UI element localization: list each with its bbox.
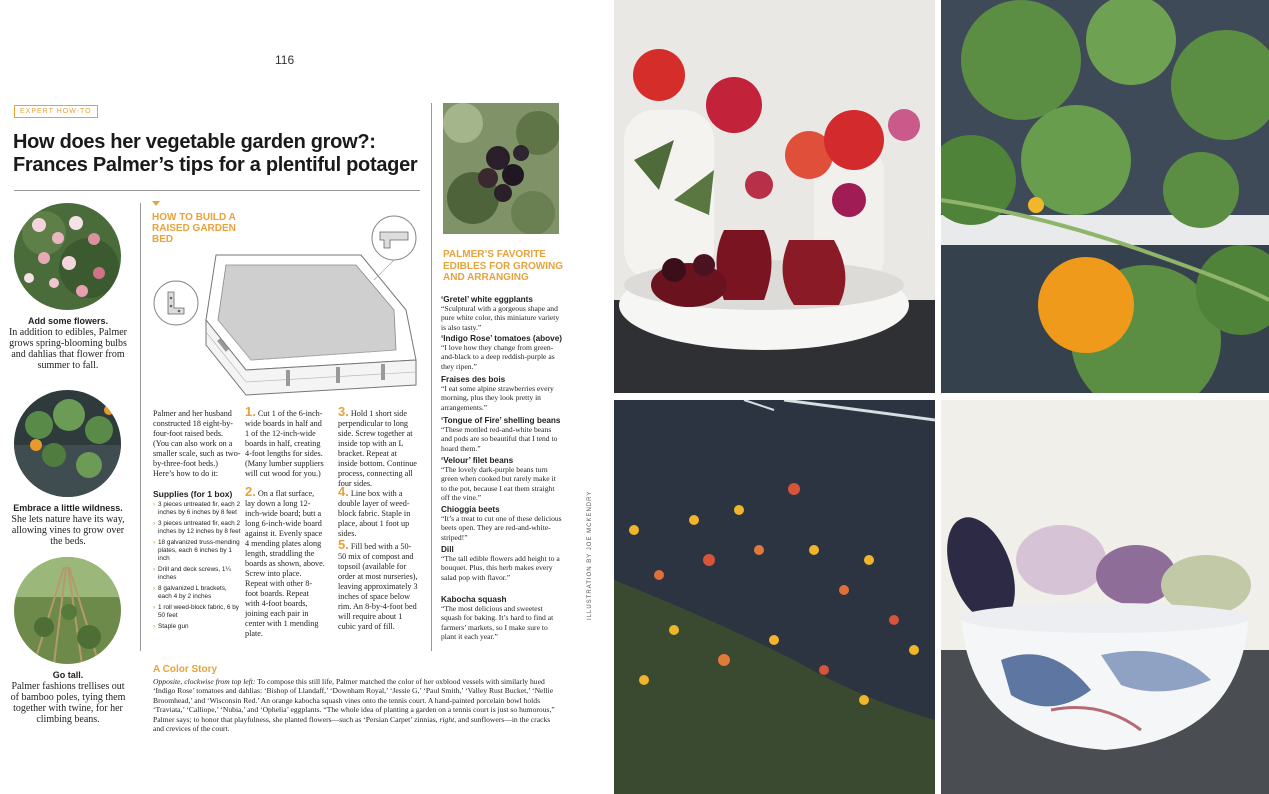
edible-name: ‘Indigo Rose’ tomatoes (above)	[441, 334, 563, 343]
edible-name: Fraises des bois	[441, 375, 506, 384]
step-number: 3.	[338, 404, 349, 419]
step-5	[338, 537, 418, 632]
edible-desc: “The most delicious and sweetest squash for baking. It’s hard to find at farmers’ markets, so I make sure to plant it each year.”	[441, 604, 554, 641]
step-number: 5.	[338, 537, 349, 552]
favorites-title: PALMER’S FAVORITE EDIBLES FOR GROWING AND ARRANGING	[443, 249, 563, 283]
edible-name: ‘Gretel’ white eggplants	[441, 295, 533, 304]
edible-item	[441, 375, 563, 412]
caption-title: Embrace a little wildness.	[13, 503, 123, 513]
supply-item: › Staple gun	[153, 623, 241, 631]
supply-item: › 18 galvanized truss-mending plates, each 6 inches by 1 inch	[153, 539, 241, 563]
edible-item	[441, 545, 563, 582]
wildness-caption	[8, 503, 128, 547]
raised-bed-illustration	[146, 210, 421, 400]
step-number: 1.	[245, 404, 256, 419]
flowers-photo	[14, 203, 121, 310]
edible-item	[441, 334, 563, 371]
edible-name: Dill	[441, 545, 454, 554]
caption-title: Go tall.	[52, 670, 84, 680]
left-page	[0, 0, 608, 794]
step-text: Line box with a double layer of weed-block fabric. Staple in place, about 1 foot up sides.	[338, 489, 411, 538]
edible-desc: “I eat some alpine strawberries every morning, plus they look pretty in arrangements.”	[441, 384, 554, 412]
caption-text: She lets nature have its way, allowing vines to grow over the beds.	[11, 514, 125, 547]
color-story-body: To compose this still life, Palmer matched the color of her oxblood vessels with similarly hued ‘Indigo Rose’ tomatoes and dahlias: ‘Bishop of Llandaff,’ ‘Downham Royal,’ ‘Jessie G,’ ‘Paul Smith,’ ‘Valley Rust Bucket,’ ‘Nellie Broomhead,’ and ‘Wisconsin Red.’ An orange kabocha squash vines onto the tennis court. A hand-painted porcelain bowl holds ‘Traviata,’ ‘Calliope,’ ‘Nubia,’ and ‘Ophelia’ eggplants. “The whole idea of planting a garden on a tennis court is just so humorous,” Palmer says; to honor that playfulness, she planted flowers—such as ‘Persian Carpet’ zinnias,	[153, 677, 555, 724]
dahlia-still-life-photo	[614, 0, 935, 393]
step-text: Fill bed with a 50-50 mix of compost and topsoil (available for order at most nurseries), leaving approximately 3 inches of space below rim. An 8-by-4-foot bed will require about 1 cubic yard of fill.	[338, 542, 418, 631]
article-headline: How does her vegetable garden grow?: Frances Palmer’s tips for a plentiful potager	[13, 131, 418, 176]
edible-desc: “It’s a treat to cut one of these delicious beets open. They are red-and-white-striped!”	[441, 514, 562, 542]
tall-caption	[8, 670, 128, 725]
color-story-right: right,	[439, 714, 457, 724]
flowers-caption	[8, 316, 128, 371]
headline-rule	[14, 190, 420, 191]
color-story-title: A Color Story	[153, 664, 218, 675]
step-1	[245, 404, 325, 479]
edible-name: ‘Velour’ filet beans	[441, 456, 514, 465]
tomatoes-photo	[443, 103, 559, 234]
edible-name: Chioggia beets	[441, 505, 500, 514]
edible-desc: “I love how they change from green-and-black to a deep reddish-purple as they ripen.”	[441, 343, 555, 371]
supply-item: › Drill and deck screws, 1¼ inches	[153, 566, 241, 582]
supplies-list	[153, 501, 241, 634]
edible-desc: “The lovely dark-purple beans turn green when cooked but rarely make it to the pot, because I eat them straight off the vine.”	[441, 465, 556, 502]
caption-text: Palmer fashions trellises out of bamboo poles, tying them together with twine, for her climbing beans.	[10, 681, 126, 725]
step-4	[338, 484, 418, 539]
edible-desc: “Sculptural with a gorgeous shape and pure white color, this miniature variety is also tasty.”	[441, 304, 560, 332]
color-story-end: and sunflowers—in the cracks and crevices of the court.	[153, 714, 551, 734]
edible-desc: “The tall edible flowers add height to a bouquet. Plus, this herb makes every salad pop with flavor.”	[441, 554, 560, 582]
edible-item	[441, 295, 563, 332]
howto-divider	[140, 203, 141, 651]
step-text: On a flat surface, lay down a long 12-inch-wide board; butt a long 6-inch-wide board against it. Evenly space 4 mending plates along length, straddling the boards as shown, above. Screw into place. Repeat with other 8-foot boards. Repeat with 4-foot boards, joining each pair in center with 1 mending plate.	[245, 489, 325, 638]
eggplants-bowl-photo	[941, 400, 1269, 794]
caption-text: In addition to edibles, Palmer grows spring-blooming bulbs and dahlias that flower from summer to fall.	[8, 327, 128, 371]
step-number: 2.	[245, 484, 256, 499]
step-number: 4.	[338, 484, 349, 499]
kabocha-squash-photo	[941, 0, 1269, 393]
step-2	[245, 484, 325, 639]
supply-item: › 3 pieces untreated fir, each 2 inches by 12 inches by 8 feet	[153, 520, 241, 536]
supply-item: › 1 roll weed-block fabric, 6 by 50 feet	[153, 604, 241, 620]
edible-name: Kabocha squash	[441, 595, 507, 604]
color-story-text	[153, 677, 563, 733]
section-tag: EXPERT HOW-TO	[14, 105, 98, 118]
edible-item	[441, 505, 563, 542]
page-number: 116	[275, 53, 295, 67]
edible-item	[441, 595, 563, 641]
edible-desc: “These mottled red-and-white beans and pods are so beautiful that I tend to hoard them.”	[441, 425, 558, 453]
tall-photo	[14, 557, 121, 664]
supply-item: › 3 pieces untreated fir, each 2 inches by 6 inches by 8 feet	[153, 501, 241, 517]
supplies-title: Supplies (for 1 box)	[153, 489, 233, 499]
caption-title: Add some flowers.	[27, 316, 108, 326]
step-text: Cut 1 of the 6-inch-wide boards in half and 1 of the 12-inch-wide boards in half, creating 4-foot lengths for sides. (Many lumber suppliers will cut wood for you.)	[245, 409, 324, 478]
illustration-credit: ILLUSTRATION BY JOE MCKENDRY	[587, 490, 593, 620]
supply-item: › 8 galvanized L brackets, each 4 by 2 inches	[153, 585, 241, 601]
howto-title: HOW TO BUILD A RAISED GARDEN BED	[152, 212, 236, 245]
howto-intro: Palmer and her husband constructed 18 eight-by-four-foot raised beds. (You can also work on a smaller scale, such as two-by-three-foot beds.) Here’s how to do it:	[153, 409, 241, 478]
edible-name: ‘Tongue of Fire’ shelling beans	[441, 416, 561, 425]
sidebar-divider	[431, 103, 432, 651]
step-text: Hold 1 short side perpendicular to long side. Screw together at inside top with an L bracket. Repeat at inside bottom. Continue process, connecting all four sides.	[338, 409, 417, 488]
zinnias-tennis-court-photo	[614, 400, 935, 794]
howto-marker-icon	[152, 201, 160, 206]
wildness-photo	[14, 390, 121, 497]
color-story-lead: Opposite, clockwise from top left:	[153, 677, 256, 686]
step-3	[338, 404, 418, 489]
edible-item	[441, 456, 563, 502]
edible-item	[441, 416, 563, 453]
